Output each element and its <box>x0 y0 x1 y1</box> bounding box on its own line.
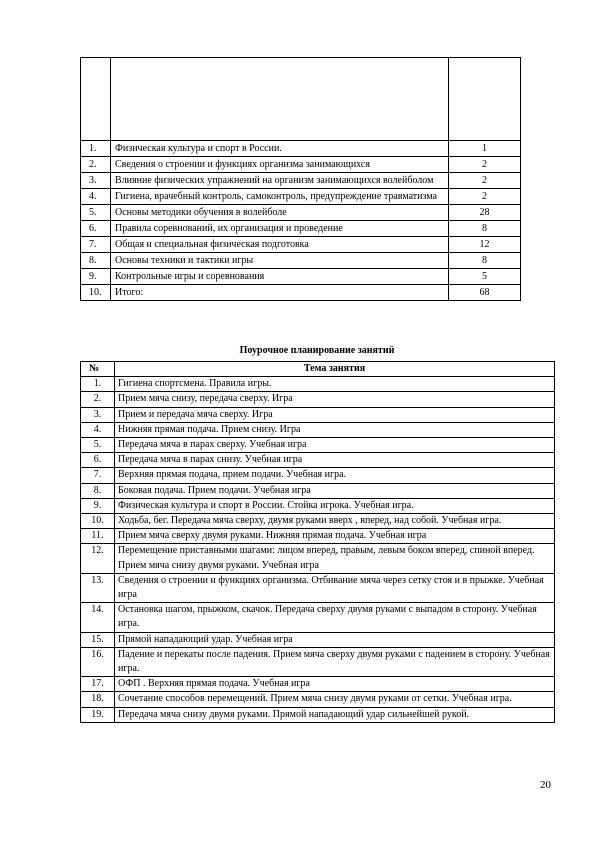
table-row <box>81 157 521 173</box>
hours-value: 8 <box>449 253 521 269</box>
row-number: 10. <box>81 285 111 301</box>
hours-value: 2 <box>449 173 521 189</box>
lesson-row <box>81 407 555 422</box>
table-row <box>81 253 521 269</box>
lesson-number: 10. <box>81 514 115 529</box>
lesson-number: 14. <box>81 603 115 632</box>
section-name: Основы методики обучения в волейболе <box>111 205 449 221</box>
row-number: 9. <box>81 269 111 285</box>
lesson-row <box>81 377 555 392</box>
section-name: Общая и специальная физическая подготовка <box>111 237 449 253</box>
lesson-row <box>81 573 555 602</box>
row-number: 5. <box>81 205 111 221</box>
hours-value: 8 <box>449 221 521 237</box>
lesson-topic: Прием и передача мяча сверху. Игра <box>115 407 555 422</box>
lesson-row <box>81 392 555 407</box>
table-row <box>81 221 521 237</box>
lesson-topic: Физическая культура и спорт в России. Стойка игрока. Учебная игра. <box>115 498 555 513</box>
section-name: Гигиена, врачебный контроль, самоконтроль, предупреждение травматизма <box>111 189 449 205</box>
lesson-topic: Остановка шагом, прыжком, скачок. Передача сверху двумя руками с выпадом в сторону. Учебная игра. <box>115 603 555 632</box>
lesson-row <box>81 453 555 468</box>
lesson-number: 19. <box>81 707 115 722</box>
lesson-number: 17. <box>81 677 115 692</box>
row-number: 6. <box>81 221 111 237</box>
lesson-topic: Передача мяча в парах сверху. Учебная игра <box>115 438 555 453</box>
section-name: Влияние физических упражнений на организм занимающихся волейболом <box>111 173 449 189</box>
lesson-plan-body <box>81 377 555 723</box>
curriculum-table <box>80 57 521 301</box>
table-row <box>81 205 521 221</box>
lesson-topic: Прием мяча сверху двумя руками. Нижняя прямая подача. Учебная игра <box>115 529 555 544</box>
lesson-row <box>81 438 555 453</box>
lesson-number: 12. <box>81 544 115 573</box>
lesson-topic: ОФП . Верхняя прямая подача. Учебная игра <box>115 677 555 692</box>
lesson-topic: Передача мяча снизу двумя руками. Прямой нападающий удар сильнейшей рукой. <box>115 707 555 722</box>
lesson-plan-table <box>80 361 555 723</box>
lesson-row <box>81 422 555 437</box>
lesson-topic: Верхняя прямая подача, прием подачи. Учебная игра. <box>115 468 555 483</box>
lesson-topic: Боковая подача. Прием подачи. Учебная игра <box>115 483 555 498</box>
hours-value: 68 <box>449 285 521 301</box>
lesson-row <box>81 603 555 632</box>
header-cell-num <box>81 58 111 141</box>
hours-value: 5 <box>449 269 521 285</box>
row-number: 7. <box>81 237 111 253</box>
table-row <box>81 189 521 205</box>
hours-value: 12 <box>449 237 521 253</box>
lesson-topic: Сведения о строении и функциях организма. Отбивание мяча через сетку стоя и в прыжке. Учебная игра <box>115 573 555 602</box>
lesson-number: 15. <box>81 632 115 647</box>
lesson-row <box>81 692 555 707</box>
lesson-topic: Передача мяча в парах снизу. Учебная игра <box>115 453 555 468</box>
section-name: Основы техники и тактики игры <box>111 253 449 269</box>
table-row <box>81 173 521 189</box>
hours-value: 1 <box>449 141 521 157</box>
lesson-row <box>81 544 555 573</box>
row-number: 8. <box>81 253 111 269</box>
table-row <box>81 237 521 253</box>
lesson-number: 4. <box>81 422 115 437</box>
curriculum-table-body <box>81 58 521 301</box>
hours-value: 2 <box>449 189 521 205</box>
hours-value: 2 <box>449 157 521 173</box>
lesson-topic: Перемещение приставными шагами: лицом вперед, правым, левым боком вперед, спиной вперед. Прием мяча снизу двумя руками. Учебная игра <box>115 544 555 573</box>
hours-value: 28 <box>449 205 521 221</box>
lesson-row <box>81 529 555 544</box>
header-num: № <box>81 362 115 377</box>
lesson-row <box>81 707 555 722</box>
lesson-topic: Ходьба, бег. Передача мяча сверху, двумя руками вверх , вперед, над собой. Учебная игра. <box>115 514 555 529</box>
lesson-number: 6. <box>81 453 115 468</box>
table-row <box>81 285 521 301</box>
section-name: Итого: <box>111 285 449 301</box>
table-row <box>81 141 521 157</box>
section-name: Физическая культура и спорт в России. <box>111 141 449 157</box>
lesson-number: 18. <box>81 692 115 707</box>
lesson-topic: Прием мяча снизу, передача сверху. Игра <box>115 392 555 407</box>
lesson-row <box>81 514 555 529</box>
lesson-row <box>81 468 555 483</box>
row-number: 4. <box>81 189 111 205</box>
row-number: 3. <box>81 173 111 189</box>
header-topic: Тема занятия <box>115 362 555 377</box>
lesson-number: 16. <box>81 647 115 676</box>
section-name: Правила соревнований, их организация и проведение <box>111 221 449 237</box>
lesson-number: 1. <box>81 377 115 392</box>
lesson-row <box>81 498 555 513</box>
header-cell-name <box>111 58 449 141</box>
lesson-number: 2. <box>81 392 115 407</box>
lesson-row <box>81 483 555 498</box>
table-row <box>81 269 521 285</box>
lesson-topic: Гигиена спортсмена. Правила игры. <box>115 377 555 392</box>
lesson-plan-header-row <box>81 362 555 377</box>
lesson-row <box>81 647 555 676</box>
section-name: Сведения о строении и функциях организма занимающихся <box>111 157 449 173</box>
page-number: 20 <box>540 779 551 791</box>
lesson-number: 3. <box>81 407 115 422</box>
lesson-number: 9. <box>81 498 115 513</box>
lesson-topic: Сочетание способов перемещений. Прием мяча снизу двумя руками от сетки. Учебная игра. <box>115 692 555 707</box>
table-header-row <box>81 58 521 141</box>
lesson-topic: Нижняя прямая подача. Прием снизу. Игра <box>115 422 555 437</box>
lesson-number: 13. <box>81 573 115 602</box>
lesson-plan-title: Поурочное планирование занятий <box>239 345 395 356</box>
lesson-number: 7. <box>81 468 115 483</box>
lesson-row <box>81 677 555 692</box>
lesson-number: 11. <box>81 529 115 544</box>
header-cell-hours <box>449 58 521 141</box>
row-number: 2. <box>81 157 111 173</box>
lesson-number: 5. <box>81 438 115 453</box>
lesson-topic: Прямой нападающий удар. Учебная игра <box>115 632 555 647</box>
row-number: 1. <box>81 141 111 157</box>
lesson-topic: Падение и перекаты после падения. Прием мяча сверху двумя руками с падением в сторону. Учебная игра. <box>115 647 555 676</box>
section-name: Контрольные игры и соревнования <box>111 269 449 285</box>
lesson-number: 8. <box>81 483 115 498</box>
lesson-row <box>81 632 555 647</box>
